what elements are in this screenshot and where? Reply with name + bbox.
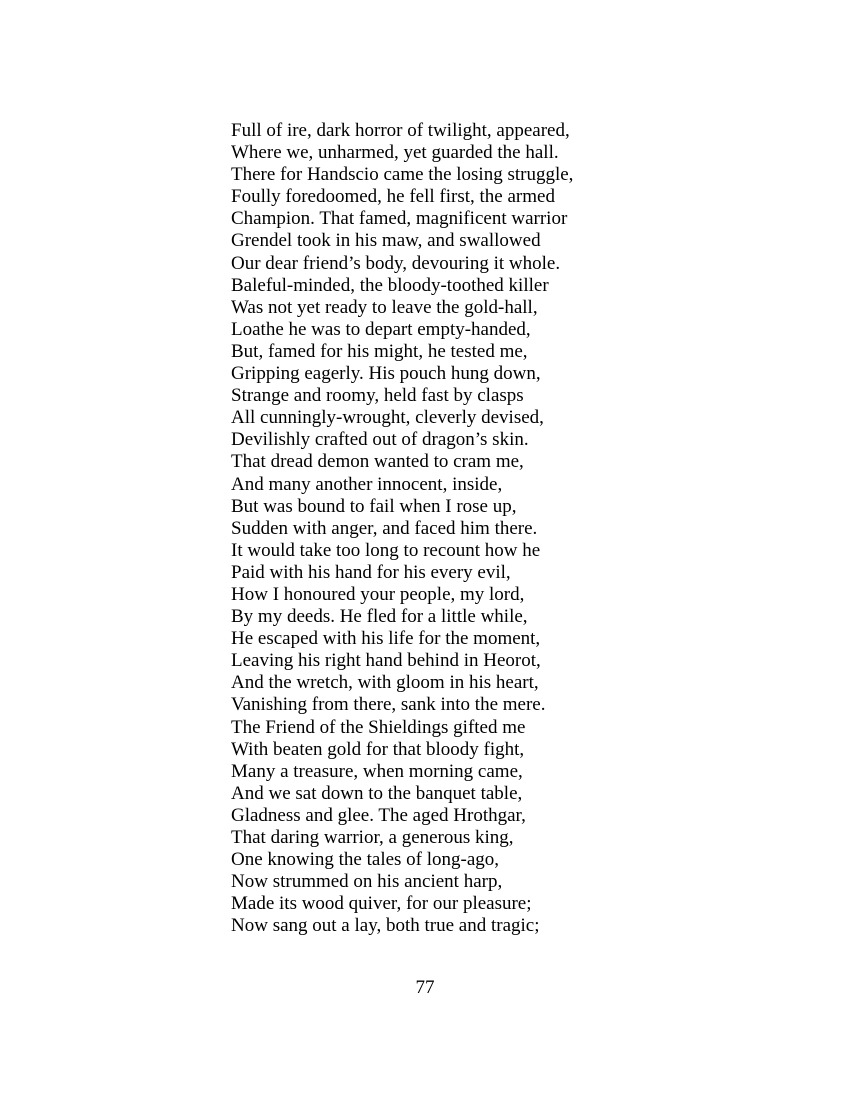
- page-number: 77: [415, 977, 435, 998]
- poem-line: But was bound to fail when I rose up,: [231, 495, 517, 517]
- poem-line: He escaped with his life for the moment,: [231, 628, 541, 650]
- poem-line: Gripping eagerly. His pouch hung down,: [231, 363, 541, 385]
- poem-line: Baleful-minded, the bloody-toothed killer: [231, 274, 549, 296]
- poem-line: By my deeds. He fled for a little while,: [231, 606, 528, 628]
- poem-line: Loathe he was to depart empty-handed,: [231, 318, 531, 340]
- poem-line: Champion. That famed, magnificent warrior: [231, 208, 568, 230]
- poem-line: Was not yet ready to leave the gold-hall,: [231, 296, 538, 318]
- poem-line: That daring warrior, a generous king,: [231, 827, 514, 848]
- poem-line: Where we, unharmed, yet guarded the hall.: [231, 142, 559, 164]
- poem-line: The Friend of the Shieldings gifted me: [231, 716, 526, 738]
- poem-line: One knowing the tales of long-ago,: [231, 849, 500, 871]
- poem-line: That dread demon wanted to cram me,: [231, 451, 524, 473]
- poem-line: Now strummed on his ancient harp,: [231, 871, 503, 893]
- poem-line: And many another innocent, inside,: [231, 473, 503, 495]
- poem-line: And the wretch, with gloom in his heart,: [231, 672, 539, 694]
- poem-text: [231, 120, 573, 937]
- poem-line: Many a treasure, when morning came,: [231, 760, 523, 782]
- poem-line: Strange and roomy, held fast by clasps: [231, 385, 524, 407]
- poem-line: Now sang out a lay, both true and tragic;: [231, 915, 540, 937]
- poem-line: Sudden with anger, and faced him there.: [231, 517, 538, 539]
- poem-line: Our dear friend’s body, devouring it whole.: [231, 252, 561, 274]
- poem-line: Paid with his hand for his every evil,: [231, 561, 511, 583]
- poem-line: And we sat down to the banquet table,: [231, 782, 523, 804]
- poem-line: How I honoured your people, my lord,: [231, 583, 525, 605]
- poem-line: Grendel took in his maw, and swallowed: [231, 230, 541, 252]
- poem-line: Full of ire, dark horror of twilight, appeared,: [231, 120, 570, 141]
- poem-line: With beaten gold for that bloody fight,: [231, 738, 525, 760]
- poem-line: Vanishing from there, sank into the mere.: [231, 694, 546, 716]
- poem-line: All cunningly-wrought, cleverly devised,: [231, 407, 544, 429]
- poem-line: Made its wood quiver, for our pleasure;: [231, 893, 532, 915]
- poem-line: Gladness and glee. The aged Hrothgar,: [231, 804, 526, 826]
- poem-line: Foully foredoomed, he fell first, the armed: [231, 186, 555, 208]
- poem-line: It would take too long to recount how he: [231, 539, 541, 561]
- poem-line: There for Handscio came the losing struggle,: [231, 164, 574, 186]
- poem-line: Leaving his right hand behind in Heorot,: [231, 650, 541, 672]
- poem-line: Devilishly crafted out of dragon’s skin.: [231, 429, 529, 451]
- poem-line: But, famed for his might, he tested me,: [231, 340, 528, 362]
